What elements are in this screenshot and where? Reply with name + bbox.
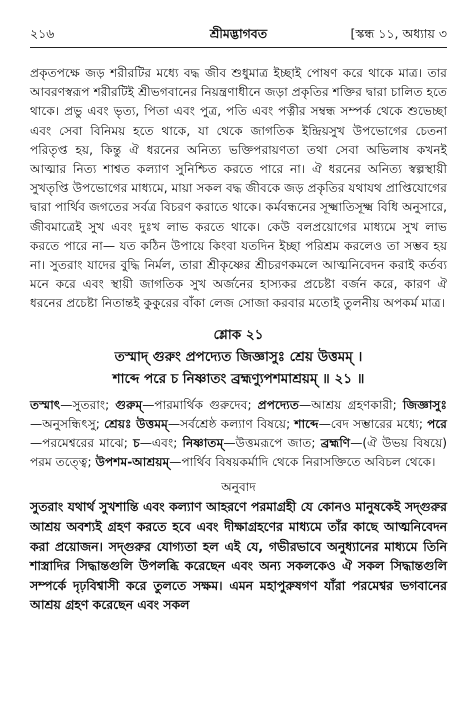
book-title: শ্রীমদ্ভাগবত: [209, 26, 268, 41]
page-body: [30, 64, 447, 615]
verse-line-2: শাব্দে পরে চ নিষ্ণাতং ব্রহ্মণ্যুপশমাশ্রয়ম্ ॥ ২১ ॥: [112, 370, 365, 387]
synonym-meaning: —এবং;: [139, 436, 183, 451]
verse-line-1: তস্মাদ্ গুরুং প্রপদ্যেত জিজ্ঞাসুঃ শ্রেয় উত্তমম্ ।: [114, 348, 363, 365]
synonym-term: ব্রহ্মণি: [320, 436, 351, 451]
synonym-meaning: —বেদ সম্ভারের মধ্যে;: [318, 416, 428, 431]
synonym-term: পরে: [427, 416, 448, 431]
synonym-meaning: —আশ্রয় গ্রহণকারী;: [299, 397, 403, 412]
synonym-meaning: —পার্থিব বিষয়কর্মাদি থেকে নিরাসক্তিতে অবিচল থেকে।: [169, 455, 436, 470]
synonym-meaning: —সর্বশ্রেষ্ঠ কল্যাণ বিষয়ে;: [167, 416, 295, 431]
running-header: [30, 26, 447, 46]
synonym-term: নিষ্ণাতম্: [182, 436, 224, 451]
header-rule: [30, 47, 447, 48]
synonym-term: চ: [133, 436, 140, 451]
synonym-term: জিজ্ঞাসুঃ: [402, 397, 447, 412]
synonym-meaning: —(ঐ উভয় বিষয়ে) পরম তত্ত্বে;: [30, 436, 447, 470]
synonym-meaning: —অনুসন্ধিৎসু;: [30, 416, 105, 431]
synonym-meaning: —সুতরাং;: [60, 397, 116, 412]
purport-paragraph: প্রকৃতপক্ষে জড় শরীরটির মধ্যে বদ্ধ জীব শুধুমাত্র ইচ্ছাই পোষণ করে থাকে মাত্র। তার আবরণস্বরূপ শরীরটিই শ্রীভগবানের নিয়ন্ত্রণাধীনে জড়া প্রকৃতির শক্তির দ্বারা চালিত হতে থাকে। প্রভু এবং ভৃত্য, পিতা এবং পুত্র, পতি এবং পত্নীর সম্বন্ধ সম্পর্ক থেকে শুভেচ্ছা এবং সেবা বিনিময় হতে থাকে, যা থেকে জাগতিক ইন্দ্রিয়সুখ উপভোগের চেতনা পরিতৃপ্ত হয়, কিন্তু ঐ ধরনের অনিত্য ভক্তিপরায়ণতা তথা সেবা অভিলাষ কখনই আত্মার নিত্য শাশ্বত কল্যাণ সুনিশ্চিত করতে পারে না। ঐ ধরনের অনিত্য স্বল্পস্থায়ী সুখতৃপ্তি উপভোগের মাধ্যমে, মায়া সকল বদ্ধ জীবকে জড় প্রকৃতির যথাযথ প্রাপ্তিযোগের দ্বারা পার্থিব জগতের সর্বত্র বিচরণ করাতে থাকে। কর্মবন্ধনের সূক্ষ্মাতিসূক্ষ্ম বিধি অনুসারে, জীবমাত্রেই সুখ এবং দুঃখ লাভ করতে থাকে। কেউ বলপ্রয়োগের মাধ্যমে সুখ লাভ করতে পারে না— যত কঠিন উপায়ে কিংবা যতদিন ইচ্ছা পরিশ্রম করলেও তা সম্ভব হয় না। সুতরাং যাদের বুদ্ধি নির্মল, তারা শ্রীকৃষ্ণের শ্রীচরণকমলে আত্মনিবেদন করাই কর্তব্য মনে করে এবং স্থায়ী জাগতিক সুখ অর্জনের হাস্যকর প্রচেষ্টা বর্জন করে, কারণ ঐ ধরনের প্রচেষ্টা নিতান্তই কুকুরের বাঁকা লেজ সোজা করবার মতোই তুলনীয় অপকর্ম মাত্র।: [30, 66, 447, 311]
translation-text: সুতরাং যথার্থ সুখশান্তি এবং কল্যাণ আহরণে পরমাগ্রহী যে কোনও মানুষকেই সদ্গুরুর আশ্রয় অবশ্যই গ্রহণ করতে হবে এবং দীক্ষাগ্রহণের মাধ্যমে তাঁর কাছে আত্মনিবেদন করা প্রয়োজন। সদ্গুরুর যোগ্যতা হল এই যে, গভীরভাবে অনুধ্যানের মাধ্যমে তিনি শাস্ত্রাদির সিদ্ধান্তগুলি উপলব্ধি করেছেন এবং অন্য সকলকেও ঐ সকল সিদ্ধান্তগুলি সম্পর্কে দৃঢ়বিশ্বাসী করে তুলতে সক্ষম। এমন মহাপুরুষগণ যাঁরা পরমেশ্বর ভগবানের আশ্রয় গ্রহণ করেছেন এবং সকল: [30, 499, 447, 613]
synonym-term: উপশম-আশ্রয়ম্: [95, 455, 170, 470]
page-number: ২১৬: [30, 26, 55, 41]
synonym-meaning: —উত্তমরূপে জাত;: [223, 436, 321, 451]
synonym-term: শ্রেয়ঃ উত্তমম্: [104, 416, 168, 431]
synonyms-block: [30, 396, 447, 473]
synonym-term: তস্মাৎ: [30, 397, 61, 412]
verse-heading: শ্লোক ২১: [213, 326, 264, 343]
synonym-meaning: —পরমেশ্বরের মাঝে;: [30, 436, 134, 451]
synonym-term: গুরুম্: [115, 397, 143, 412]
synonym-meaning: —পারমার্থিক গুরুদেব;: [142, 397, 258, 412]
translation-heading: অনুবাদ: [221, 480, 256, 495]
synonym-term: প্রপদ্যেত: [257, 397, 299, 412]
synonym-term: শাব্দে: [294, 416, 319, 431]
section-reference: [স্কন্ধ ১১, অধ্যায় ৩: [350, 26, 447, 41]
